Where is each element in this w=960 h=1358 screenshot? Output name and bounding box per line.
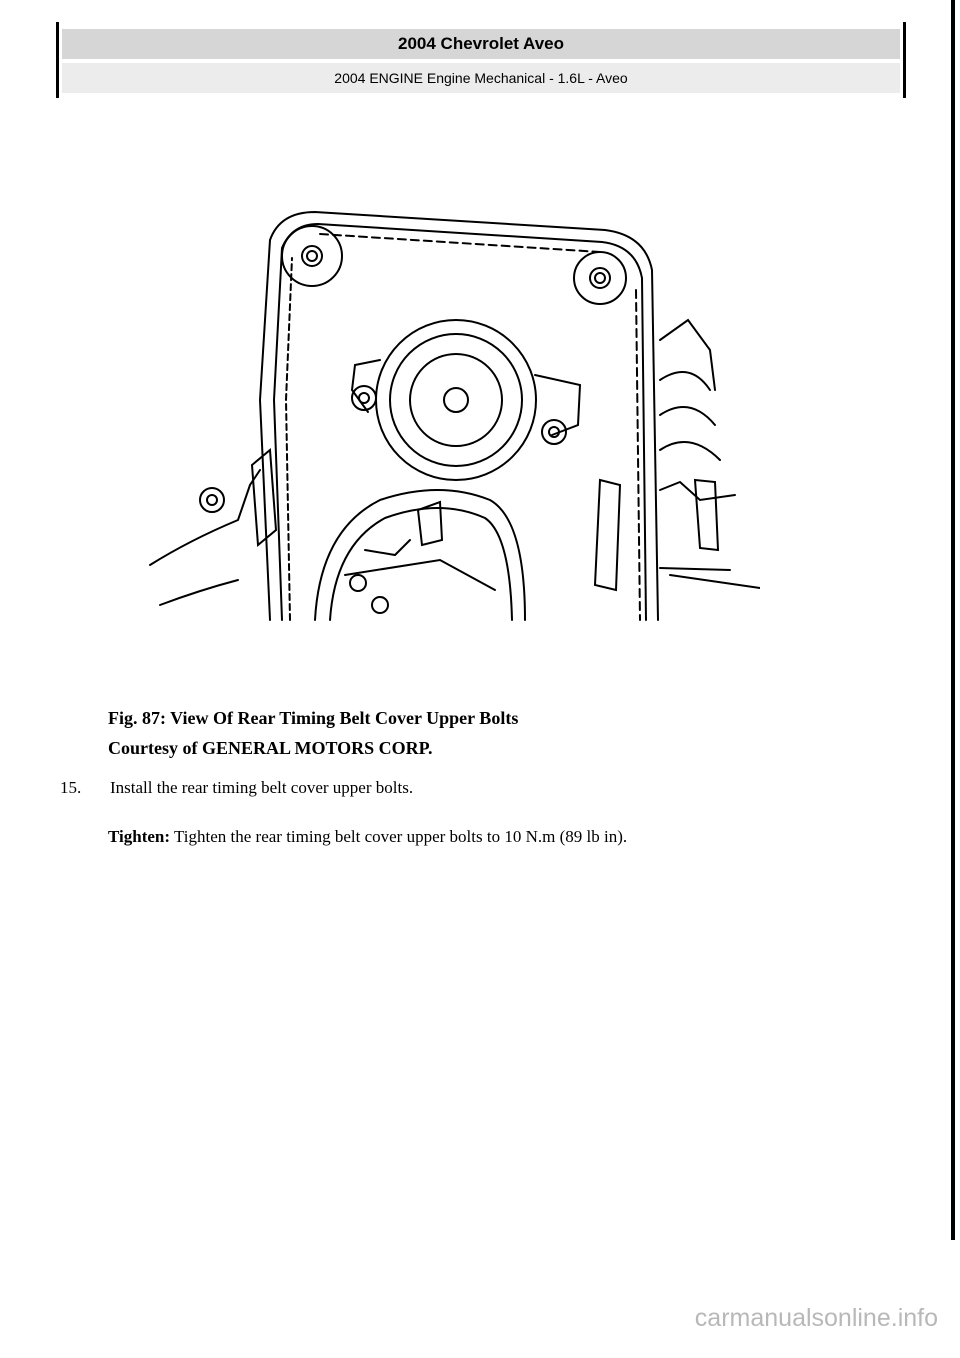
- tighten-label: Tighten:: [108, 827, 171, 846]
- header-rule-left: [56, 22, 59, 98]
- timing-belt-cover-illustration: [140, 200, 760, 625]
- step-number: 15.: [60, 778, 82, 797]
- page-subtitle: 2004 ENGINE Engine Mechanical - 1.6L - Aveo: [62, 63, 900, 93]
- header-rule-right: [903, 22, 906, 98]
- step-text: Install the rear timing belt cover upper bolts.: [110, 778, 414, 797]
- watermark: carmanualsonline.info: [694, 1304, 938, 1332]
- figure-caption-credit: Courtesy of GENERAL MOTORS CORP.: [108, 738, 433, 758]
- page-edge-rule: [951, 0, 955, 1240]
- tighten-text: Tighten the rear timing belt cover upper bolts to 10 N.m (89 lb in).: [174, 827, 628, 846]
- figure-caption: [108, 703, 518, 763]
- figure-caption-title: Fig. 87: View Of Rear Timing Belt Cover Upper Bolts: [108, 708, 519, 728]
- torque-spec: [108, 827, 627, 847]
- page-title: 2004 Chevrolet Aveo: [62, 29, 900, 59]
- procedure-step: [60, 778, 413, 798]
